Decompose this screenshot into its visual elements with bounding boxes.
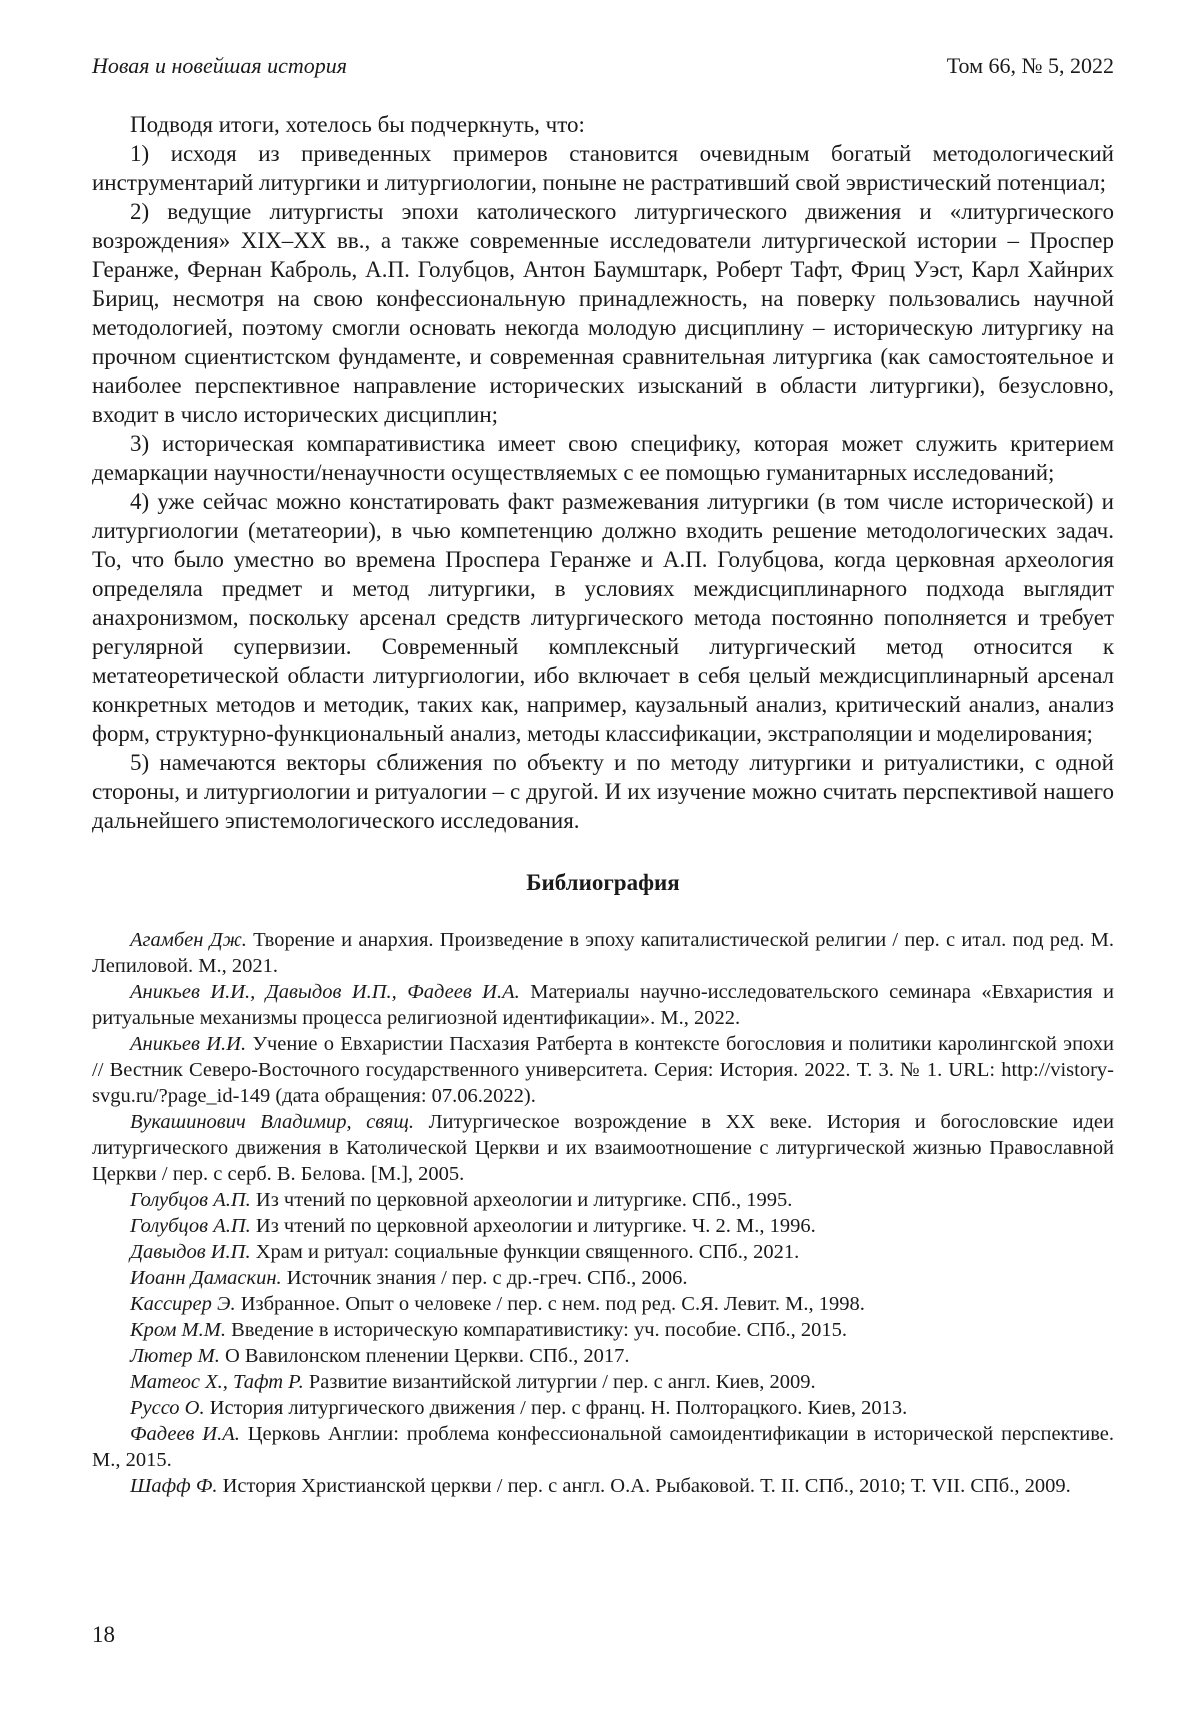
- bib-text: Церковь Англии: проблема конфессиональной самоидентификации в исторической перспективе. М., 2015.: [92, 1423, 1115, 1471]
- bib-text: История литургического движения / пер. с франц. Н. Полторацкого. Киев, 2013.: [204, 1397, 908, 1419]
- bib-text: История Христианской церкви / пер. с англ. О.А. Рыбаковой. Т. II. СПб., 2010; Т. VII. СПб., 2009.: [217, 1475, 1071, 1497]
- bib-text: Из чтений по церковной археологии и литургике. СПб., 1995.: [250, 1189, 793, 1211]
- bib-author: Шафф Ф.: [130, 1475, 218, 1497]
- bibliography-entry: [92, 1473, 1114, 1499]
- bibliography-entry: [92, 1109, 1114, 1187]
- bibliography-entry: [92, 1317, 1114, 1343]
- bib-author: Голубцов А.П.: [130, 1215, 251, 1237]
- body-paragraph-point-4: 4) уже сейчас можно констатировать факт размежевания литургики (в том числе исторической) и литургиологии (метатеории), в чью компетенцию должно входить решение методологических задач. То, что было уместно во времена Проспера Геранже и А.П. Голубцова, когда церковная археология определяла предмет и метод литургики, в условиях междисциплинарного подхода выглядит анахронизмом, поскольку арсенал средств литургического метода постоянно пополняется и требует регулярной супервизии. Современный комплексный литургический метод относится к метатеоретической области литургиологии, ибо включает в себя целый междисциплинарный арсенал конкретных методов и методик, таких как, например, каузальный анализ, критический анализ, анализ форм, структурно-функциональный анализ, методы классификации, экстраполяции и моделирования;: [92, 489, 1114, 746]
- bibliography-entry: [92, 1395, 1114, 1421]
- bib-text: Источник знания / пер. с др.-греч. СПб., 2006.: [281, 1267, 688, 1289]
- bib-author: Лютер М.: [130, 1345, 220, 1367]
- bibliography-entry: [92, 1421, 1114, 1473]
- body-paragraph-point-1: 1) исходя из приведенных примеров становится очевидным богатый методологический инструментарий литургики и литургиологии, поныне не растративший свой эвристический потенциал;: [92, 141, 1114, 195]
- bibliography-entry: [92, 927, 1114, 979]
- bib-text: Творение и анархия. Произведение в эпоху капиталистической религии / пер. с итал. под ред. М. Лепиловой. М., 2021.: [92, 929, 1115, 977]
- bib-text: О Вавилонском пленении Церкви. СПб., 2017.: [219, 1345, 630, 1367]
- bibliography-entry: [92, 1291, 1114, 1317]
- bib-author: Кассирер Э.: [130, 1293, 236, 1315]
- bib-author: Голубцов А.П.: [130, 1189, 251, 1211]
- bibliography-entry: [92, 1343, 1114, 1369]
- bib-author: Фадеев И.А.: [130, 1423, 240, 1445]
- bib-text: Избранное. Опыт о человеке / пер. с нем. под ред. С.Я. Левит. М., 1998.: [235, 1293, 865, 1315]
- bib-author: Кром М.М.: [130, 1319, 226, 1341]
- bib-text: Учение о Евхаристии Пасхазия Ратберта в контексте богословия и политики каролингской эпохи // Вестник Северо-Восточного государственного университета. Серия: История. 2022. Т. 3. № 1. URL: http://vistory-svgu.ru/?page_id-149 (дата обращения: 07.06.2022).: [92, 1033, 1115, 1107]
- article-body: [92, 110, 1114, 835]
- journal-title: Новая и новейшая история: [92, 53, 347, 78]
- running-head: [92, 52, 1114, 80]
- bibliography-entry: [92, 1031, 1114, 1109]
- bib-author: Давыдов И.П.: [130, 1241, 251, 1263]
- bibliography-entry: [92, 1239, 1114, 1265]
- bib-author: Аникьев И.И., Давыдов И.П., Фадеев И.А.: [130, 981, 520, 1003]
- bib-author: Агамбен Дж.: [130, 929, 247, 951]
- bib-text: Храм и ритуал: социальные функции священного. СПб., 2021.: [250, 1241, 800, 1263]
- bib-text: Материалы научно-исследовательского семинара «Евхаристия и ритуальные механизмы процесса религиозной идентификации». М., 2022.: [92, 981, 1114, 1029]
- bibliography-entry: [92, 1265, 1114, 1291]
- page-number: 18: [92, 1622, 115, 1647]
- bib-author: Вукашинович Владимир, свящ.: [130, 1111, 415, 1133]
- bibliography-entry: [92, 1369, 1114, 1395]
- body-paragraph-point-5: 5) намечаются векторы сближения по объекту и по методу литургики и ритуалистики, с одной стороны, и литургиологии и ритуалогии – с другой. И их изучение можно считать перспективой нашего дальнейшего эпистемологического исследования.: [92, 750, 1114, 833]
- issue-info: Том 66, № 5, 2022: [946, 53, 1114, 78]
- page-footer: [92, 1622, 115, 1648]
- bibliography-entry: [92, 1187, 1114, 1213]
- body-paragraph-point-3: 3) историческая компаративистика имеет свою специфику, которая может служить критерием демаркации научности/ненаучности осуществляемых с ее помощью гуманитарных исследований;: [92, 431, 1114, 485]
- bib-text: Введение в историческую компаративистику: уч. пособие. СПб., 2015.: [225, 1319, 848, 1341]
- bib-text: Литургическое возрождение в XX веке. История и богословские идеи литургического движения в Католической Церкви и их взаимоотношение с литургической жизнью Православной Церкви / пер. с серб. В. Белова. [М.], 2005.: [92, 1111, 1114, 1185]
- body-paragraph-intro: Подводя итоги, хотелось бы подчеркнуть, что:: [130, 112, 585, 137]
- bib-text: Развитие византийской литургии / пер. с англ. Киев, 2009.: [303, 1371, 816, 1393]
- bibliography-entry: [92, 1213, 1114, 1239]
- bibliography-heading: Библиография: [526, 870, 680, 895]
- body-paragraph-point-2: 2) ведущие литургисты эпохи католического литургического движения и «литургического возрождения» XIX–XX вв., а также современные исследователи литургической истории – Проспер Геранже, Фернан Каброль, А.П. Голубцов, Антон Баумштарк, Роберт Тафт, Фриц Уэст, Карл Хайнрих Бириц, несмотря на свою конфессиональную принадлежность, на поверку пользовались научной методологией, поэтому смогли основать некогда молодую дисциплину – историческую литургику на прочном сциентистском фундаменте, и современная сравнительная литургика (как самостоятельное и наиболее перспективное направление исторических изысканий в области литургики), безусловно, входит в число исторических дисциплин;: [92, 199, 1114, 427]
- bib-author: Иоанн Дамаскин.: [130, 1267, 282, 1289]
- bib-author: Аникьев И.И.: [130, 1033, 247, 1055]
- bib-author: Матеос Х., Тафт Р.: [130, 1371, 304, 1393]
- bib-text: Из чтений по церковной археологии и литургике. Ч. 2. М., 1996.: [250, 1215, 816, 1237]
- bibliography-list: [92, 927, 1114, 1499]
- bib-author: Руссо О.: [130, 1397, 205, 1419]
- bibliography-entry: [92, 979, 1114, 1031]
